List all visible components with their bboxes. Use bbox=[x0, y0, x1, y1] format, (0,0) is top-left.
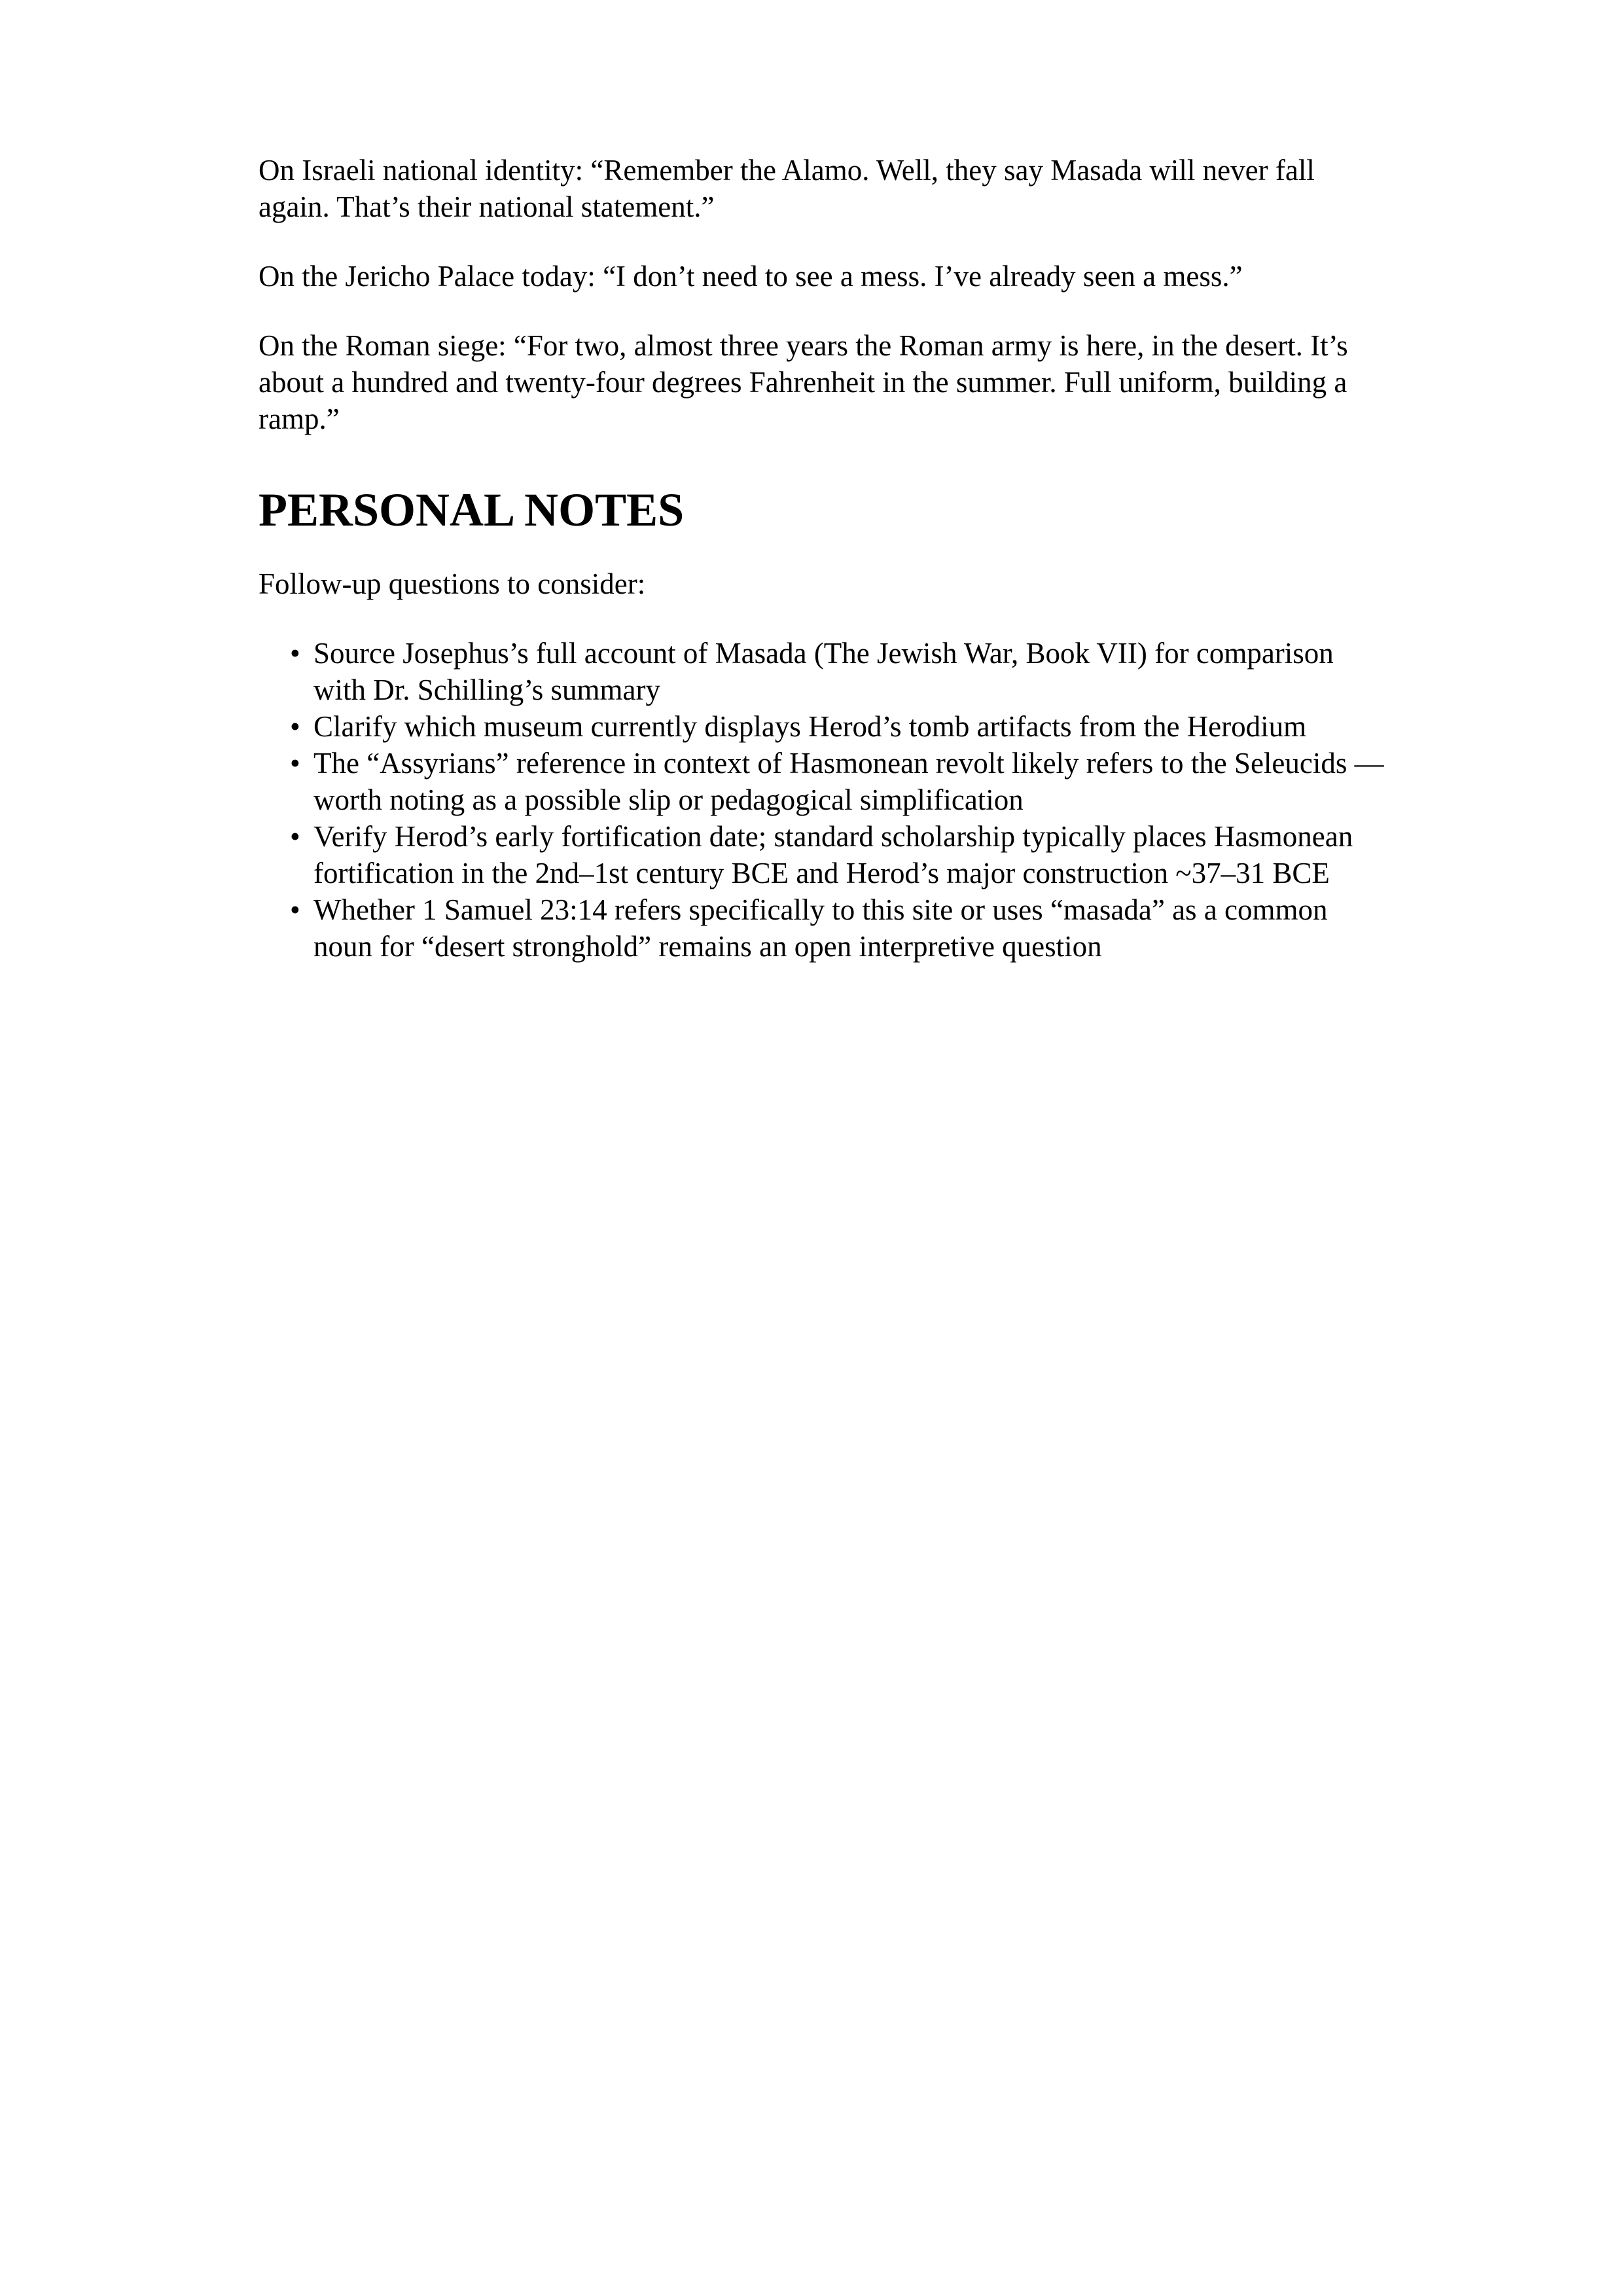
quote-jericho-palace: On the Jericho Palace today: “I don’t need to see a mess. I’ve already seen a mess.” bbox=[259, 260, 1243, 293]
follow-up-list bbox=[259, 635, 1384, 965]
list-item-text: Whether 1 Samuel 23:14 refers specifically to this site or uses “masada” as a common noun for “desert stronghold” remains an open interpretive question bbox=[313, 893, 1328, 963]
bullet-glyph: • bbox=[290, 893, 300, 926]
bullet-glyph: • bbox=[290, 710, 300, 743]
list-item-text: Verify Herod’s early fortification date; standard scholarship typically places Hasmonean fortification in the 2nd–1st century BCE and Herod’s major construction ~37–31 BCE bbox=[313, 820, 1353, 889]
bullet-glyph: • bbox=[290, 820, 300, 853]
list-item bbox=[290, 635, 1384, 708]
follow-up-intro: Follow-up questions to consider: bbox=[259, 567, 646, 600]
bullet-glyph: • bbox=[290, 747, 300, 780]
list-item bbox=[290, 745, 1384, 818]
quote-israeli-national-identity: On Israeli national identity: “Remember the Alamo. Well, they say Masada will never fall again. That’s their national statement.” bbox=[259, 154, 1315, 223]
bullet-glyph: • bbox=[290, 637, 300, 670]
document-page bbox=[259, 152, 1384, 965]
quote-roman-siege: On the Roman siege: “For two, almost three years the Roman army is here, in the desert. It’s about a hundred and twenty-four degrees Fahrenheit in the summer. Full uniform, building a ramp.” bbox=[259, 329, 1348, 435]
list-item-text: Clarify which museum currently displays Herod’s tomb artifacts from the Herodium bbox=[313, 710, 1307, 743]
list-item bbox=[290, 818, 1384, 891]
section-heading-personal-notes: PERSONAL NOTES bbox=[259, 484, 685, 536]
list-item-text: Source Josephus’s full account of Masada (The Jewish War, Book VII) for comparison with Dr. Schilling’s summary bbox=[313, 637, 1334, 706]
list-item bbox=[290, 708, 1384, 745]
list-item bbox=[290, 891, 1384, 965]
list-item-text: The “Assyrians” reference in context of Hasmonean revolt likely refers to the Seleucids — worth noting as a possible slip or pedagogical simplification bbox=[313, 747, 1384, 816]
